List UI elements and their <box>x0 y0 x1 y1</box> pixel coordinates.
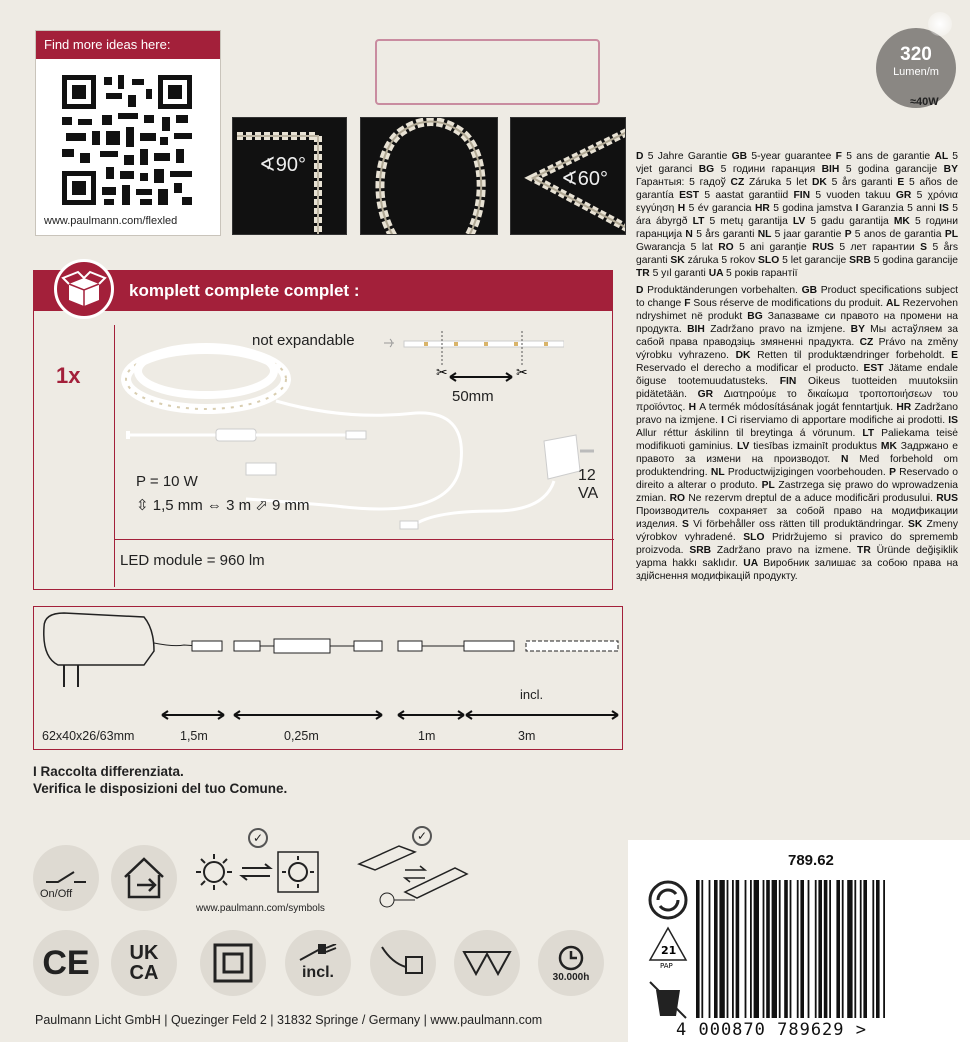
language-code: EST <box>679 190 705 201</box>
svg-text:PAP: PAP <box>660 962 673 968</box>
guarantee-text <box>636 150 958 280</box>
language-text: 5 aastat garantiid <box>704 190 794 201</box>
language-code: LV <box>736 441 754 452</box>
language-text: Jätame endale õiguse tootemuudatusteks. <box>636 363 958 387</box>
language-code: RO <box>669 493 689 504</box>
language-text: 5 års garanti <box>636 242 958 266</box>
ukca-top: UK <box>129 942 159 964</box>
language-code: FIN <box>793 190 816 201</box>
language-code: BY <box>943 164 958 175</box>
language-text: Задржано е правото за измени на производот. <box>636 441 959 465</box>
language-text: 5 yıl garanti <box>652 268 709 279</box>
barcode-bar <box>842 880 844 1018</box>
language-text: Oikeus tuotteiden muutoksiin pidätetään. <box>636 376 958 400</box>
language-text: Üründe değişiklik yapma hakkı saklıdır. <box>636 545 958 569</box>
language-code: EST <box>863 363 889 374</box>
qr-panel <box>35 30 221 236</box>
language-code: SK <box>670 255 688 266</box>
barcode-bar <box>750 880 752 1018</box>
language-code: S <box>682 519 694 530</box>
language-code: F <box>684 298 694 309</box>
language-code: AL <box>934 151 953 162</box>
not-expandable-label: not expandable <box>252 332 355 349</box>
language-code: MK <box>893 216 915 227</box>
svg-text:✂: ✂ <box>516 365 528 381</box>
segment-3: 1m <box>418 729 436 743</box>
barcode-bar <box>736 880 740 1018</box>
language-code: DK <box>735 350 758 361</box>
language-text: 5 años de garantía <box>636 177 958 201</box>
barcode-bar <box>732 880 734 1018</box>
language-code: PL <box>944 229 959 240</box>
dimensions-label: ⇳ 1,5 mm ⇔ 3 m ⬀ 9 mm <box>136 497 310 514</box>
cut-distance: 50mm <box>452 388 494 405</box>
language-text: 5 gadu garantija <box>810 216 894 227</box>
plug-incl-icon <box>285 930 351 996</box>
segment-1: 1,5m <box>180 729 208 743</box>
language-code: D <box>636 151 648 162</box>
language-code: UA <box>743 558 764 569</box>
incl-label: incl. <box>520 687 544 702</box>
language-text: 5 лет гарантии <box>839 242 921 253</box>
language-code: GB <box>731 151 752 162</box>
language-code: P <box>844 229 855 240</box>
language-code: N <box>685 229 697 240</box>
language-text: Reservado el derecho a modificar el producto. <box>636 363 864 374</box>
box-icon <box>54 259 114 319</box>
changes-text <box>636 284 958 583</box>
language-text: 5 jaar garantie <box>774 229 845 240</box>
photo-bend-90 <box>232 117 347 235</box>
barcode-bar <box>824 880 828 1018</box>
language-text: 5 godina garancije <box>873 255 958 266</box>
language-text: Productwijzigingen voorbehouden. <box>727 467 890 478</box>
language-code: SRB <box>689 545 717 556</box>
language-code: NL <box>757 229 775 240</box>
language-text: 5 років гарантії <box>726 268 798 279</box>
lifetime-icon <box>538 930 604 996</box>
language-code: P <box>889 467 900 478</box>
barcode-bar <box>829 880 831 1018</box>
language-text: Právo na změny výrobku vyhrazeno. <box>636 337 959 361</box>
language-text: Zastrzega się prawo do wprowadzenia zmian. <box>636 480 958 504</box>
language-code: BIH <box>821 164 846 175</box>
barcode-bar <box>797 880 799 1018</box>
language-text: záruka 5 rokov <box>687 255 759 266</box>
power-label: P = 10 W <box>136 473 198 490</box>
led-module-label: LED module = 960 lm <box>120 552 265 569</box>
qr-code[interactable] <box>62 75 192 205</box>
language-text: Мы астаўляем за сабой права праводзіць змяненні прадукта. <box>636 324 959 348</box>
va-label: 12 VA <box>578 467 599 502</box>
contents-title: komplett complete complet : <box>34 271 613 311</box>
svg-text:21: 21 <box>661 944 677 957</box>
ukca-bottom: CA <box>129 962 159 984</box>
language-code: HR <box>754 203 774 214</box>
language-code: BG <box>747 311 768 322</box>
barcode-bar <box>763 880 765 1018</box>
language-text: Reservado o direito a alterar o produto. <box>636 467 959 491</box>
language-text: Zadržano pravo na izmjene. <box>636 402 958 426</box>
recycling-line-1: I Raccolta differenziata. <box>33 764 184 779</box>
language-code: RUS <box>936 493 958 504</box>
language-code: SLO <box>743 532 773 543</box>
qr-header: Find more ideas here: <box>36 31 220 59</box>
quantity: 1x <box>56 363 81 388</box>
dimensions-panel <box>33 606 623 750</box>
language-code: E <box>897 177 909 188</box>
language-code: PL <box>761 480 779 491</box>
cool-warm-icon <box>196 850 356 899</box>
barcode-bar <box>883 880 885 1018</box>
language-code: HR <box>896 402 915 413</box>
barcode-panel <box>628 840 970 1042</box>
language-text: 5-year guarantee <box>751 151 836 162</box>
language-code: GR <box>895 190 917 201</box>
language-code: BY <box>850 324 871 335</box>
company-footer: Paulmann Licht GmbH | Quezinger Feld 2 | 31832 Springe / Germany | www.paulmann.com <box>35 1013 543 1027</box>
language-text: Виробник залишає за собою права на здійснення модифікацій продукту. <box>636 558 958 582</box>
language-code: TR <box>857 545 877 556</box>
segment-4: 3m <box>518 729 536 743</box>
language-text: 5 ani garanție <box>739 242 813 253</box>
sticker-box <box>375 39 600 105</box>
indoor-icon <box>111 845 177 911</box>
barcode-bar <box>696 880 700 1018</box>
trash-bin-icon <box>648 980 688 1020</box>
language-text: Retten til produktændringer forbeholdt. <box>757 350 952 361</box>
switch-icon <box>33 845 99 911</box>
language-code: TR <box>636 268 653 279</box>
language-text: Sous réserve de modifications du produit. <box>693 298 887 309</box>
language-code: LV <box>792 216 811 227</box>
segment-2: 0,25m <box>284 729 319 743</box>
language-code: DK <box>811 177 832 188</box>
check-icon-2: ✓ <box>412 826 432 846</box>
barcode-bar <box>772 880 777 1018</box>
barcode-bar <box>790 880 792 1018</box>
lumen-unit: Lumen/m <box>893 66 939 78</box>
language-code: GB <box>801 285 821 296</box>
barcode-bar <box>863 880 867 1018</box>
photo-bend-60 <box>510 117 626 235</box>
barcode-bar <box>766 880 770 1018</box>
language-text: Производитель сохраняет за собой право на модификации изделия. <box>636 506 958 530</box>
barcode-bar <box>727 880 729 1018</box>
barcode-bar <box>784 880 788 1018</box>
language-text: A termék módosításának jogát fenntartjuk. <box>699 402 897 413</box>
language-code: SLO <box>758 255 783 266</box>
language-text: 5 let garancije <box>782 255 850 266</box>
barcode <box>696 880 946 1018</box>
class-ii-icon <box>200 930 266 996</box>
recycle-icon <box>646 878 690 922</box>
language-text: 5 anos de garantia <box>854 229 945 240</box>
language-code: F <box>835 151 847 162</box>
language-code: RUS <box>812 242 840 253</box>
divider-vertical <box>114 325 115 587</box>
language-text: Гарантыя: 5 гадоў <box>636 177 731 188</box>
language-text: Produktänderungen vorbehalten. <box>647 285 802 296</box>
angle-60-label: ∢60° <box>561 168 609 190</box>
recycling-note <box>33 763 287 797</box>
language-code: LT <box>692 216 710 227</box>
power-adapter-illustration <box>394 421 594 541</box>
language-text: Запазваме си правото на промени на продукта. <box>636 311 958 335</box>
barcode-bar <box>836 880 840 1018</box>
barcode-number: 4 000870 789629 > <box>676 1020 867 1040</box>
language-text: 5 godina jamstva <box>773 203 856 214</box>
barcode-bar <box>876 880 880 1018</box>
barcode-bar <box>800 880 804 1018</box>
language-text: Paliekama teisė modifikuoti gaminius. <box>636 428 958 452</box>
language-text: 5 ans de garantie <box>846 151 935 162</box>
photo-curve <box>360 117 498 235</box>
language-text: 5 års garanti <box>831 177 898 188</box>
incl-text: incl. <box>301 964 334 981</box>
language-code: I <box>855 203 862 214</box>
contents-panel <box>33 270 613 590</box>
barcode-bar <box>719 880 724 1018</box>
language-code: BIH <box>687 324 711 335</box>
language-text: 5 χρόνια εγγύηση <box>636 190 959 214</box>
barcode-bar <box>854 880 856 1018</box>
language-text: Ci riserviamo di apportare modifiche ai prodotti. <box>727 415 949 426</box>
language-code: UA <box>708 268 727 279</box>
language-text: Med forbehold om produktendring. <box>636 454 958 478</box>
language-text: Záruka 5 let <box>749 177 812 188</box>
language-text: Gwarancja 5 lat <box>636 242 719 253</box>
legal-text <box>636 150 958 587</box>
language-text: Διατηρούμε το δικαίωμα τροποποιήσεων του προϊόντος. <box>636 389 958 413</box>
article-number: 789.62 <box>788 852 834 869</box>
language-text: Rezervohen ndryshimet në produkt <box>636 298 959 322</box>
language-code: D <box>636 285 648 296</box>
ukca-icon <box>111 930 177 996</box>
language-code: FIN <box>779 376 809 387</box>
language-text: Garanzia 5 anni <box>861 203 940 214</box>
language-code: S <box>920 242 933 253</box>
barcode-bar <box>808 880 810 1018</box>
mm-icon <box>454 930 520 996</box>
paper-recycle-icon <box>646 924 690 968</box>
angle-90-label: ∢90° <box>259 154 307 176</box>
barcode-bar <box>847 880 852 1018</box>
barcode-bar <box>779 880 781 1018</box>
language-code: GR <box>697 389 724 400</box>
language-text: 5 ára ábyrgð <box>636 203 959 227</box>
language-text: 5 év garancia <box>688 203 755 214</box>
language-text: 5 vjet garanci <box>636 151 959 175</box>
barcode-bar <box>818 880 822 1018</box>
qr-url[interactable]: www.paulmann.com/flexled <box>44 215 178 227</box>
language-text: 5 Jahre Garantie <box>647 151 732 162</box>
sparkle-icon <box>928 12 952 36</box>
barcode-bar <box>709 880 711 1018</box>
language-text: 5 vuoden takuu <box>815 190 896 201</box>
language-code: BG <box>698 164 721 175</box>
switch-label: On/Off <box>40 888 73 900</box>
adapter-icon <box>370 930 436 996</box>
barcode-bar <box>745 880 747 1018</box>
adapter-dimensions: 62x40x26/63mm <box>42 729 135 743</box>
language-text: Vi förbehåller oss rätten till produktändringar. <box>693 519 909 530</box>
language-code: CZ <box>859 337 879 348</box>
svg-text:✂: ✂ <box>436 365 448 381</box>
language-code: RO <box>718 242 740 253</box>
lumen-value: 320 <box>900 44 932 65</box>
barcode-bar <box>714 880 718 1018</box>
check-icon: ✓ <box>248 828 268 848</box>
barcode-bar <box>860 880 862 1018</box>
language-code: I <box>721 415 728 426</box>
symbols-url[interactable]: www.paulmann.com/symbols <box>196 903 325 914</box>
language-code: AL <box>886 298 903 309</box>
language-code: NL <box>710 467 728 478</box>
language-code: SK <box>908 519 927 530</box>
barcode-bar <box>815 880 817 1018</box>
hours-text: 30.000h <box>552 971 590 983</box>
language-code: H <box>688 402 700 413</box>
language-text: 5 години гаранција <box>636 216 958 240</box>
language-code: MK <box>880 441 901 452</box>
language-text: tiesības izmainīt produktus <box>753 441 881 452</box>
language-code: E <box>951 350 959 361</box>
language-text: 5 godina garancije <box>845 164 944 175</box>
language-text: Zadržano pravo na izmjene. <box>710 324 851 335</box>
language-code: H <box>677 203 689 214</box>
language-text: 5 години гаранция <box>720 164 822 175</box>
language-code: CZ <box>730 177 750 188</box>
barcode-bar <box>701 880 703 1018</box>
language-text: 5 metų garantija <box>709 216 793 227</box>
language-text: Zadržano pravo na izmene. <box>716 545 858 556</box>
language-code: N <box>840 454 860 465</box>
language-code: SRB <box>849 255 874 266</box>
language-text: Ne rezervm dreptul de a aduce modificări produsului. <box>688 493 937 504</box>
recycling-line-2: Verifica le disposizioni del tuo Comune. <box>33 781 288 796</box>
language-text: 5 års garanti <box>696 229 758 240</box>
language-code: LT <box>862 428 882 439</box>
watt-equivalent: ≈40W <box>910 96 939 108</box>
language-code: IS <box>939 203 953 214</box>
ce-icon: CE <box>33 930 99 996</box>
language-text: Zmeny výrobkov vyhradené. <box>636 519 959 543</box>
language-code: IS <box>948 415 958 426</box>
language-text: Pridržujemo si pravico do sprememb proizvoda. <box>636 532 958 556</box>
language-text: Allur réttur áskilinn til breytinga á vörunum. <box>636 428 863 439</box>
language-text: Product specifications subject to change <box>636 285 958 309</box>
barcode-bar <box>754 880 759 1018</box>
barcode-bar <box>872 880 874 1018</box>
